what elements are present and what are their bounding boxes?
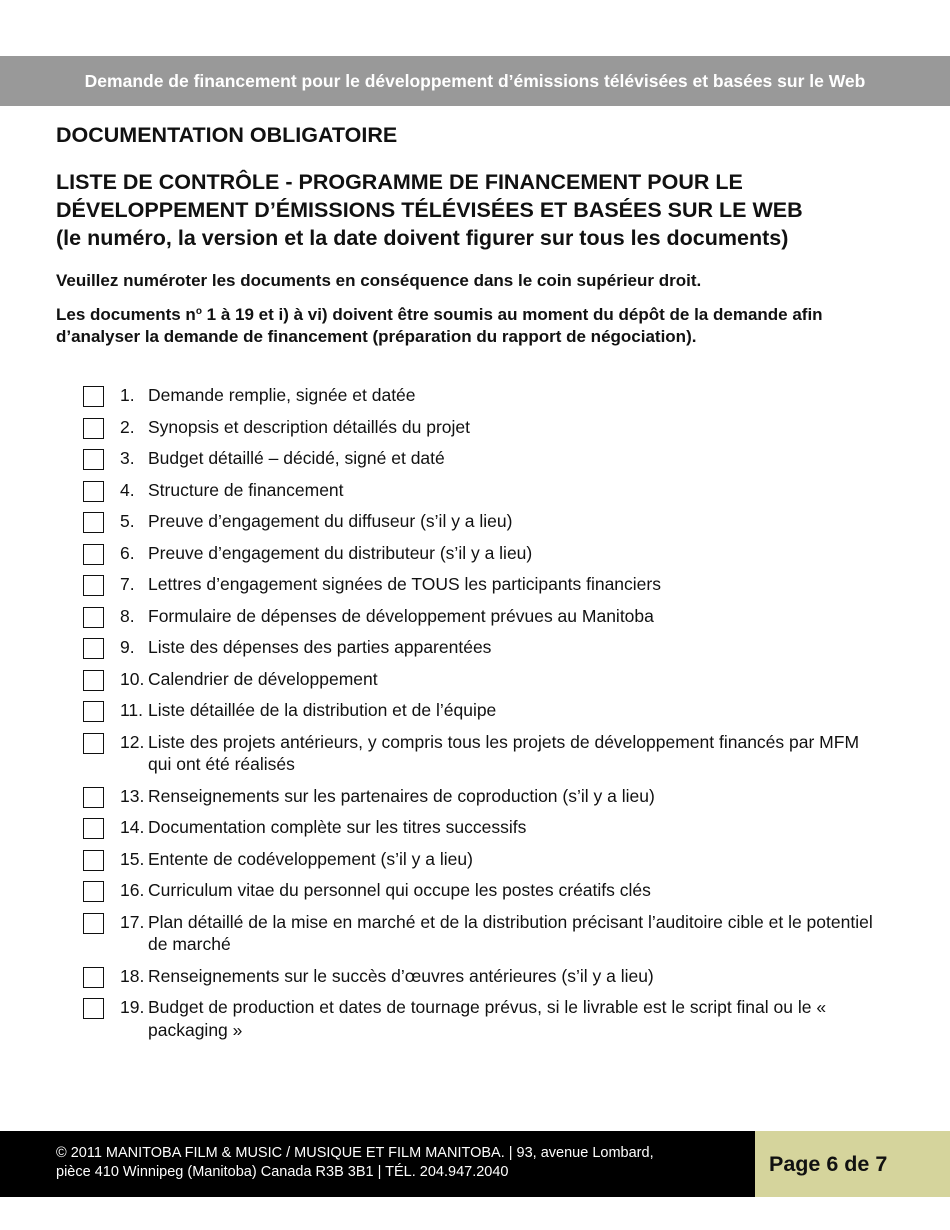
checklist-item-label: Renseignements sur les partenaires de coproduction (s’il y a lieu) — [148, 785, 655, 806]
checklist-item — [0, 447, 950, 470]
checklist-item — [0, 510, 950, 533]
checklist-item — [0, 965, 950, 988]
checklist-checkbox[interactable] — [83, 449, 104, 470]
checklist-item-label: Liste des projets antérieurs, y compris tous les projets de développement financés par MFM qui ont été réalisés — [148, 731, 860, 774]
footer-page-block — [755, 1131, 950, 1197]
footer-copyright — [56, 1144, 736, 1182]
checklist-item-label: Budget de production et dates de tournage prévus, si le livrable est le script final ou le « packaging » — [148, 997, 827, 1040]
checklist-item-number: 4. — [120, 479, 135, 500]
checklist-item-label: Entente de codéveloppement (s’il y a lieu) — [148, 848, 473, 869]
checklist-item — [0, 785, 950, 808]
checklist-item-number: 10. — [120, 668, 145, 689]
checklist-item — [0, 479, 950, 502]
footer-line-2: pièce 410 Winnipeg (Manitoba) Canada R3B 3B1 | TÉL. 204.947.2040 — [56, 1164, 509, 1180]
checklist-checkbox[interactable] — [83, 967, 104, 988]
checklist-checkbox[interactable] — [83, 638, 104, 659]
checklist-item-label: Structure de financement — [148, 479, 344, 500]
checklist-item-number: 19. — [120, 997, 145, 1017]
checklist-item-number: 5. — [120, 511, 135, 531]
checklist-title-line-2: DÉVELOPPEMENT D’ÉMISSIONS TÉLÉVISÉES ET BASÉES SUR LE WEB — [56, 198, 803, 222]
instruction-submission-part-b: 1 à 19 et i) à vi) doivent être soumis au moment du dépôt de la demande afin d’analyser la demande de financement (préparation du rapport de négociation). — [56, 305, 823, 346]
instruction-submission-part-a: Les documents n — [56, 305, 196, 324]
checklist-checkbox[interactable] — [83, 787, 104, 808]
checklist-item-number: 3. — [120, 448, 135, 468]
page-indicator: Page 6 de 7 — [769, 1152, 888, 1176]
checklist-title-line-1: LISTE DE CONTRÔLE - PROGRAMME DE FINANCEMENT POUR LE — [56, 170, 743, 194]
checklist-item-label: Curriculum vitae du personnel qui occupe les postes créatifs clés — [148, 880, 651, 900]
instruction-submission — [56, 301, 896, 348]
checklist-item-number: 8. — [120, 605, 135, 626]
checklist-item-number: 7. — [120, 574, 135, 594]
document-checklist — [0, 384, 950, 1050]
checklist-item — [0, 879, 950, 902]
footer-copyright-block — [0, 1131, 755, 1197]
checklist-item — [0, 731, 950, 776]
checklist-item — [0, 996, 950, 1041]
checklist-item-label: Lettres d’engagement signées de TOUS les participants financiers — [148, 574, 661, 594]
checklist-item-number: 2. — [120, 416, 135, 437]
checklist-item-label: Documentation complète sur les titres successifs — [148, 817, 527, 837]
checklist-item — [0, 636, 950, 659]
section-title: DOCUMENTATION OBLIGATOIRE — [56, 123, 398, 147]
checklist-checkbox[interactable] — [83, 512, 104, 533]
checklist-checkbox[interactable] — [83, 913, 104, 934]
checklist-checkbox[interactable] — [83, 998, 104, 1019]
checklist-item — [0, 542, 950, 565]
checklist-checkbox[interactable] — [83, 575, 104, 596]
checklist-item — [0, 605, 950, 628]
main-content — [56, 120, 896, 348]
instruction-submission-superscript: o — [195, 306, 202, 317]
checklist-item-label: Preuve d’engagement du diffuseur (s’il y a lieu) — [148, 511, 513, 531]
checklist-item-number: 13. — [120, 785, 145, 806]
instruction-numbering: Veuillez numéroter les documents en conséquence dans le coin supérieur droit. — [56, 271, 702, 290]
page-footer — [0, 1131, 950, 1197]
checklist-item-label: Demande remplie, signée et datée — [148, 385, 416, 405]
checklist-checkbox[interactable] — [83, 481, 104, 502]
checklist-item-number: 16. — [120, 880, 145, 900]
checklist-item-number: 12. — [120, 731, 145, 752]
checklist-item — [0, 699, 950, 722]
checklist-item-number: 11. — [120, 700, 144, 720]
checklist-item-label: Budget détaillé – décidé, signé et daté — [148, 448, 445, 468]
checklist-item-number: 1. — [120, 385, 135, 405]
checklist-item-number: 18. — [120, 965, 145, 986]
checklist-checkbox[interactable] — [83, 881, 104, 902]
checklist-item-number: 17. — [120, 911, 145, 932]
checklist-checkbox[interactable] — [83, 733, 104, 754]
checklist-item-label: Liste des dépenses des parties apparentées — [148, 637, 492, 657]
checklist-checkbox[interactable] — [83, 418, 104, 439]
checklist-item-number: 14. — [120, 817, 145, 837]
footer-line-1: © 2011 MANITOBA FILM & MUSIC / MUSIQUE ET FILM MANITOBA. | 93, avenue Lombard, — [56, 1145, 654, 1161]
checklist-item-label: Formulaire de dépenses de développement prévues au Manitoba — [148, 605, 654, 626]
header-title: Demande de financement pour le développement d’émissions télévisées et basées sur le Web — [84, 71, 866, 91]
checklist-item-label: Synopsis et description détaillés du projet — [148, 416, 470, 437]
checklist-checkbox[interactable] — [83, 818, 104, 839]
checklist-item — [0, 816, 950, 839]
checklist-title — [56, 168, 896, 252]
checklist-checkbox[interactable] — [83, 607, 104, 628]
checklist-checkbox[interactable] — [83, 386, 104, 407]
checklist-item — [0, 384, 950, 407]
checklist-item-label: Renseignements sur le succès d’œuvres antérieures (s’il y a lieu) — [148, 965, 654, 986]
page-header-band — [0, 56, 950, 106]
checklist-item-number: 9. — [120, 637, 135, 657]
checklist-checkbox[interactable] — [83, 544, 104, 565]
checklist-title-line-3: (le numéro, la version et la date doivent figurer sur tous les documents) — [56, 226, 789, 250]
checklist-item — [0, 911, 950, 956]
checklist-checkbox[interactable] — [83, 670, 104, 691]
checklist-item — [0, 416, 950, 439]
checklist-item — [0, 668, 950, 691]
checklist-item-number: 15. — [120, 848, 145, 869]
checklist-item-label: Preuve d’engagement du distributeur (s’il y a lieu) — [148, 542, 533, 563]
checklist-item-label: Liste détaillée de la distribution et de l’équipe — [148, 700, 497, 720]
checklist-checkbox[interactable] — [83, 701, 104, 722]
checklist-item — [0, 573, 950, 596]
checklist-item — [0, 848, 950, 871]
checklist-item-label: Plan détaillé de la mise en marché et de la distribution précisant l’auditoire cible et le potentiel de marché — [148, 911, 873, 954]
checklist-checkbox[interactable] — [83, 850, 104, 871]
checklist-item-label: Calendrier de développement — [148, 668, 378, 689]
checklist-item-number: 6. — [120, 542, 135, 563]
